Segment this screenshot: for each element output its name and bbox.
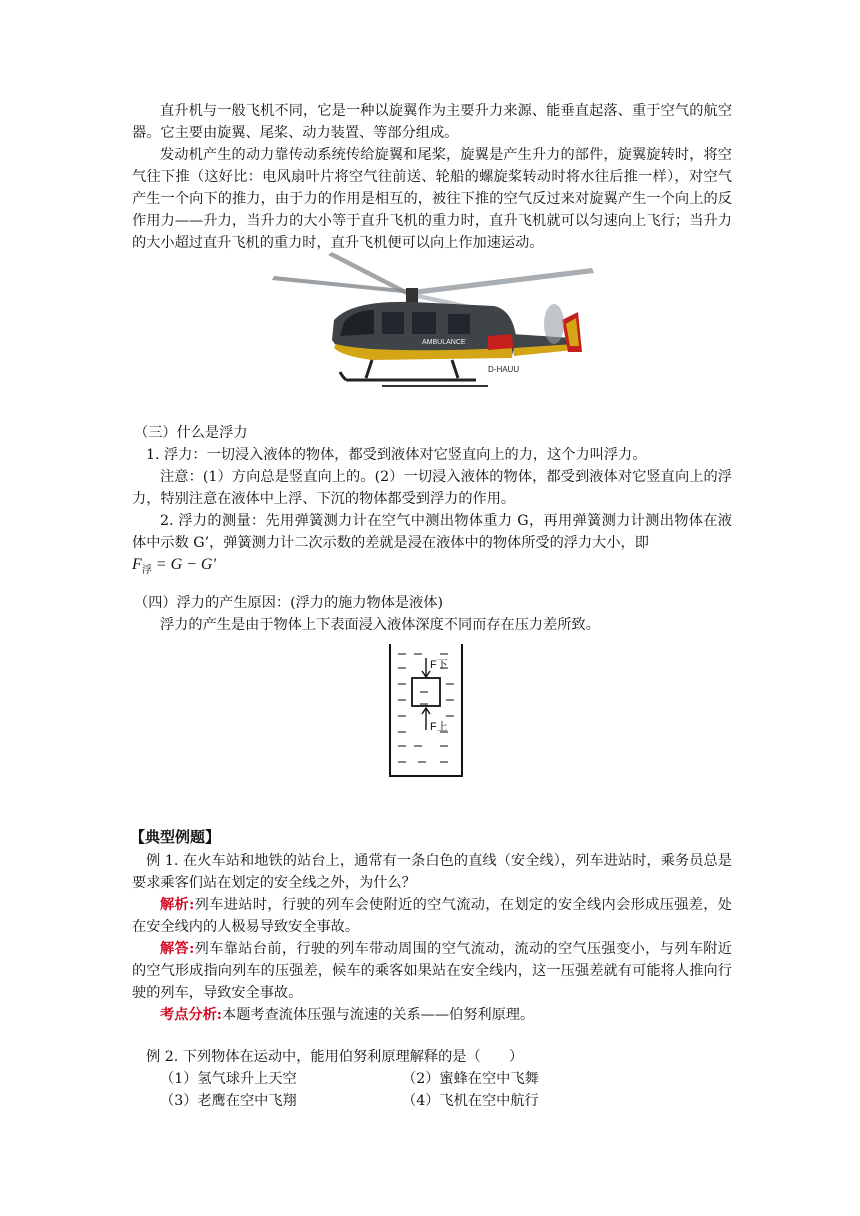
helicopter-intro-paragraph: 直升机与一般飞机不同，它是一种以旋翼作为主要升力来源、能垂直起落、重于空气的航空器。它主要由旋翼、尾桨、动力装置、等部分组成。 (132, 103, 732, 141)
helicopter-lift-paragraph: 发动机产生的动力靠传动系统传给旋翼和尾桨，旋翼是产生升力的部件，旋翼旋转时，将空气往下推（这好比：电风扇叶片将空气往前送、轮船的螺旋桨转动时将水往后推一样），对空气产生一个向下的推力，由于力的作用是相互的，被往下推的空气反过来对旋翼产生一个向上的反作用力——升力，当升力的大小等于直升飞机的重力时，直升飞机就可以匀速向上飞行；当升力的大小超过直升飞机的重力时，直升飞机便可以向上作加速运动。 (132, 147, 732, 251)
buoyancy-formula (132, 554, 216, 582)
section4-heading: （四）浮力的产生原因：(浮力的施力物体是液体) (134, 595, 444, 611)
example1-question: 例 1. 在火车站和地铁的站台上，通常有一条白色的直线（安全线），列车进站时，乘务员总是要求乘客们站在划定的安全线之外，为什么？ (132, 853, 732, 891)
example2-question: 例 2. 下列物体在运动中，能用伯努利原理解释的是（ ） (146, 1049, 524, 1065)
answer-text: 列车靠站台前，行驶的列车带动周围的空气流动，流动的空气压强变小，与列车附近的空气形成指向列车的压强差，候车的乘客如果站在安全线内，这一压强差就有可能将人推向行驶的列车，导致安全事故。 (132, 941, 732, 1001)
ambulance-label: AMBULANCE (422, 339, 466, 346)
buoyancy-definition: 1. 浮力：一切浸入液体的物体，都受到液体对它竖直向上的力，这个力叫浮力。 (146, 447, 647, 463)
landing-skids-icon (340, 360, 488, 386)
answer-label: 解答: (160, 941, 195, 957)
formula-f: F (132, 556, 142, 573)
example1-answer (132, 938, 732, 1004)
buoyancy-measurement: 2. 浮力的测量：先用弹簧测力计在空气中测出物体重力 G，再用弹簧测力计测出物体在液体中示数 G’，弹簧测力计二次示数的差就是浸在液体中的物体所受的浮力大小，即 (132, 513, 732, 551)
force-top-label: F下 (430, 659, 448, 671)
buoyancy-cause-text: 浮力的产生是由于物体上下表面浸入液体深度不同而存在压力差所致。 (160, 617, 600, 633)
section3-heading: （三）什么是浮力 (134, 425, 248, 441)
fuselage-icon (332, 302, 516, 360)
registration-label: D-HAUU (488, 365, 520, 374)
example2-option-3: （3）老鹰在空中飞翔 (160, 1093, 297, 1109)
formula-subscript: 浮 (141, 565, 152, 577)
point-label: 考点分析: (160, 1007, 222, 1023)
analysis-text: 列车进站时，行驶的列车会使附近的空气流动，在划定的安全线内会形成压强差，处在安全线内的人极易导致安全事故。 (132, 897, 732, 935)
example1-analysis (132, 894, 732, 938)
example2-option-2: （2）蜜蜂在空中飞舞 (402, 1071, 539, 1087)
analysis-label: 解析: (160, 897, 195, 913)
examples-heading: 【典型例题】 (130, 828, 221, 846)
pressure-difference-diagram (388, 644, 464, 778)
example1-point-analysis (160, 1004, 534, 1026)
force-bottom-label: F上 (430, 721, 448, 733)
example2-option-1: （1）氢气球升上天空 (160, 1071, 297, 1087)
formula-rest: = G − G' (151, 556, 216, 573)
buoyancy-note: 注意：(1）方向总是竖直向上的。(2）一切浸入液体的物体，都受到液体对它竖直向上的浮力，特别注意在液体中上浮、下沉的物体都受到浮力的作用。 (132, 469, 732, 507)
helicopter-illustration (262, 248, 602, 398)
point-text: 本题考查流体压强与流速的关系——伯努利原理。 (222, 1007, 535, 1023)
example2-option-4: （4）飞机在空中航行 (402, 1093, 539, 1109)
